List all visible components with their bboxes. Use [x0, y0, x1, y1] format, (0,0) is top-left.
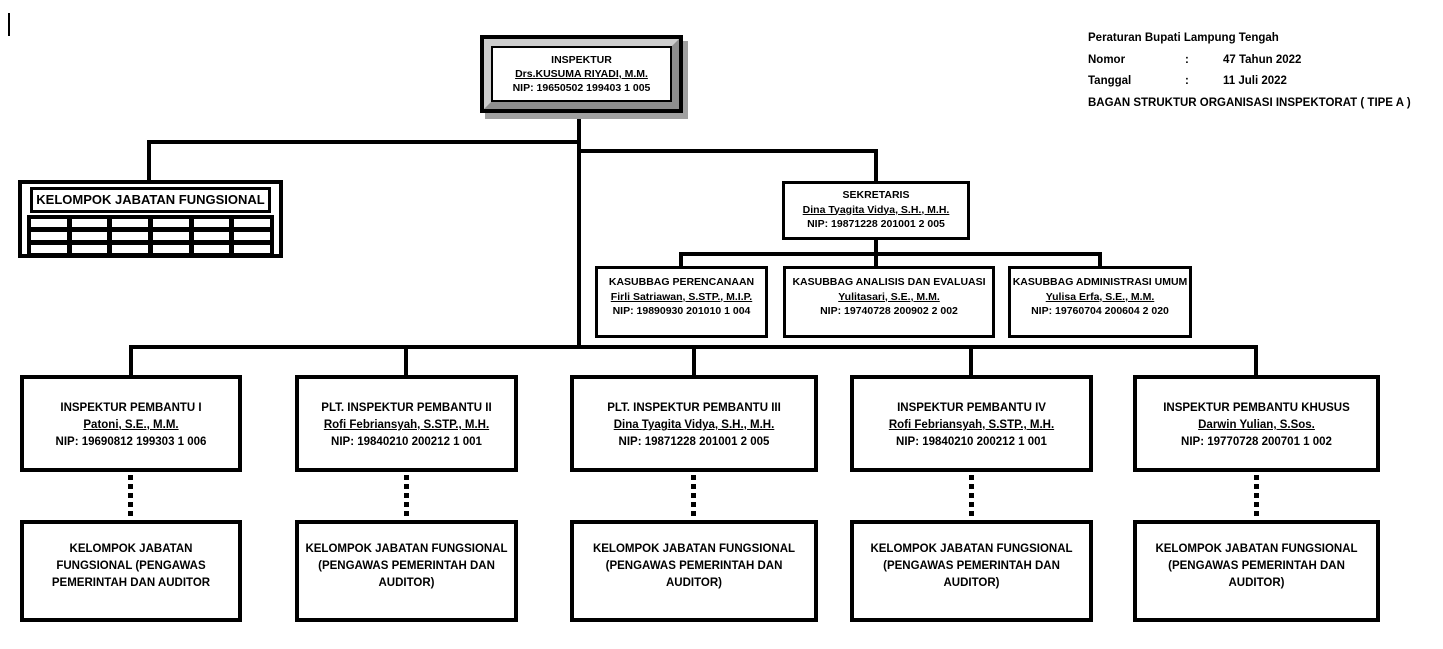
pembantu-title: PLT. INSPEKTUR PEMBANTU II: [321, 402, 492, 414]
connector-kasubbag-bar: [679, 252, 1102, 256]
note-chart-title: BAGAN STRUKTUR ORGANISASI INSPEKTORAT ( TIPE A ): [1088, 96, 1411, 109]
pembantu-title: INSPEKTUR PEMBANTU IV: [897, 402, 1046, 414]
pembantu-nip: NIP: 19871228 201001 2 005: [618, 436, 770, 448]
grid-cell: [234, 245, 270, 253]
connector-kasubbag3-drop: [1098, 252, 1102, 266]
pembantu-nip: NIP: 19770728 200701 1 002: [1181, 436, 1332, 448]
grid-cell: [72, 245, 108, 253]
node-inspektur-pembantu-4: [850, 375, 1093, 472]
kelompok-line: KELOMPOK JABATAN FUNGSIONAL: [592, 543, 796, 555]
kelompok-line: AUDITOR): [1228, 577, 1285, 589]
kelompok-line: KELOMPOK JABATAN FUNGSIONAL: [870, 543, 1073, 555]
pembantu-nip: NIP: 19840210 200212 1 001: [896, 436, 1047, 448]
connector-right-branch: [577, 149, 878, 153]
kasubbag-name: Yulitasari, S.E., M.M.: [838, 290, 940, 303]
node-kelompok-bawah-2: [295, 520, 518, 622]
dashed-connector-3: [691, 475, 696, 519]
connector-pembantu4-drop: [969, 345, 973, 375]
note-tanggal-label: Tanggal: [1088, 75, 1132, 87]
kelompok-line: (PENGAWAS PEMERINTAH DAN: [318, 560, 495, 572]
kasubbag-title: KASUBBAG PERENCANAAN: [608, 276, 755, 288]
node-kasubbag-analisis-evaluasi: [783, 266, 995, 338]
connector-pembantu2-drop: [404, 345, 408, 375]
connector-kasubbag1-drop: [679, 252, 683, 266]
inspektur-title: INSPEKTUR: [551, 54, 612, 66]
dashed-connector-5: [1254, 475, 1259, 519]
sekretaris-nip: NIP: 19871228 201001 2 005: [807, 218, 945, 230]
kelompok-line: PEMERINTAH DAN AUDITOR: [51, 577, 211, 589]
pembantu-name: Darwin Yulian, S.Sos.: [1198, 419, 1315, 431]
kasubbag-nip: NIP: 19740728 200902 2 002: [820, 305, 958, 317]
text-cursor-artifact: [8, 13, 10, 36]
note-tanggal-colon: :: [1185, 75, 1189, 87]
connector-kelompok-drop: [147, 140, 151, 180]
connector-sekretaris-drop: [874, 149, 878, 181]
functional-grid: [27, 215, 274, 257]
grid-cell: [153, 219, 189, 227]
grid-cell: [234, 232, 270, 240]
pembantu-title: INSPEKTUR PEMBANTU KHUSUS: [1163, 402, 1350, 414]
grid-cell: [31, 232, 67, 240]
grid-cell: [194, 232, 230, 240]
connector-inspektur-trunk: [577, 112, 581, 349]
grid-cell: [112, 245, 148, 253]
node-kelompok-bawah-3: [570, 520, 818, 622]
pembantu-name: Dina Tyagita Vidya, S.H., M.H.: [613, 419, 775, 431]
node-kelompok-bawah-5: [1133, 520, 1380, 622]
kasubbag-nip: NIP: 19890930 201010 1 004: [612, 305, 751, 317]
grid-cell: [153, 245, 189, 253]
kelompok-line: AUDITOR): [378, 577, 435, 589]
note-nomor-row: [1088, 50, 1440, 72]
kelompok-line: KELOMPOK JABATAN FUNGSIONAL: [1155, 543, 1358, 555]
pembantu-name: Patoni, S.E., M.M.: [83, 419, 179, 431]
regulation-note: [1088, 28, 1440, 114]
inspektur-nip: NIP: 19650502 199403 1 005: [512, 82, 651, 94]
connector-pembantu1-drop: [129, 345, 133, 375]
sekretaris-name: Dina Tyagita Vidya, S.H., M.H.: [802, 203, 950, 216]
grid-cell: [112, 219, 148, 227]
grid-cell: [234, 219, 270, 227]
grid-cell: [153, 232, 189, 240]
node-kelompok-bawah-1: [20, 520, 242, 622]
kelompok-line: (PENGAWAS PEMERINTAH DAN: [605, 560, 783, 572]
node-inspektur-pembantu-2: [295, 375, 518, 472]
kasubbag-name: Firli Satriawan, S.STP., M.I.P.: [610, 290, 753, 303]
kasubbag-title: KASUBBAG ANALISIS DAN EVALUASI: [792, 276, 986, 288]
note-nomor-colon: :: [1185, 53, 1189, 66]
node-kasubbag-administrasi-umum: [1008, 266, 1192, 338]
note-tanggal-row: [1088, 71, 1440, 93]
inspektur-bevel-frame: [484, 39, 679, 109]
dashed-connector-1: [128, 475, 133, 519]
pembantu-name: Rofi Febriansyah, S.STP., M.H.: [888, 419, 1055, 431]
grid-cell: [194, 219, 230, 227]
inspektur-name: Drs.KUSUMA RIYADI, M.M.: [515, 68, 648, 80]
connector-left-branch: [147, 140, 581, 144]
kasubbag-nip: NIP: 19760704 200604 2 020: [1031, 305, 1169, 317]
kasubbag-title: KASUBBAG ADMINISTRASI UMUM: [1012, 276, 1188, 288]
grid-cell: [194, 245, 230, 253]
connector-pembantu5-drop: [1254, 345, 1258, 375]
grid-cell: [112, 232, 148, 240]
note-tanggal-value: 11 Juli 2022: [1223, 75, 1287, 87]
node-inspektur-pembantu-khusus: [1133, 375, 1380, 472]
node-kelompok-bawah-4: [850, 520, 1093, 622]
connector-pembantu3-drop: [692, 345, 696, 375]
node-inspektur-pembantu-3: [570, 375, 818, 472]
dashed-connector-2: [404, 475, 409, 519]
dashed-connector-4: [969, 475, 974, 519]
kelompok-line: (PENGAWAS PEMERINTAH DAN: [883, 560, 1060, 572]
pembantu-title: PLT. INSPEKTUR PEMBANTU III: [607, 402, 781, 414]
sekretaris-title: SEKRETARIS: [842, 189, 910, 201]
grid-cell: [72, 232, 108, 240]
kelompok-line: FUNGSIONAL (PENGAWAS: [56, 560, 206, 572]
kelompok-line: AUDITOR): [665, 577, 722, 589]
kelompok-line: AUDITOR): [943, 577, 1000, 589]
note-nomor-label: Nomor: [1088, 53, 1126, 66]
note-peraturan: Peraturan Bupati Lampung Tengah: [1088, 32, 1279, 44]
pembantu-name: Rofi Febriansyah, S.STP., M.H.: [323, 419, 490, 431]
pembantu-title: INSPEKTUR PEMBANTU I: [60, 402, 202, 414]
grid-cell: [72, 219, 108, 227]
pembantu-nip: NIP: 19690812 199303 1 006: [55, 436, 207, 448]
grid-cell: [31, 219, 67, 227]
note-nomor-value: 47 Tahun 2022: [1223, 53, 1302, 66]
kasubbag-name: Yulisa Erfa, S.E., M.M.: [1045, 290, 1155, 303]
node-sekretaris: [782, 181, 970, 240]
kelompok-line: KELOMPOK JABATAN: [69, 543, 193, 555]
node-kelompok-jabatan-fungsional: [18, 180, 283, 258]
kelompok-line: KELOMPOK JABATAN FUNGSIONAL: [305, 543, 508, 555]
node-kasubbag-perencanaan: [595, 266, 768, 338]
grid-cell: [31, 245, 67, 253]
node-inspektur: [480, 35, 683, 113]
node-inspektur-pembantu-1: [20, 375, 242, 472]
pembantu-nip: NIP: 19840210 200212 1 001: [331, 436, 482, 448]
kelompok-fungsional-title: KELOMPOK JABATAN FUNGSIONAL: [30, 187, 271, 213]
kelompok-line: (PENGAWAS PEMERINTAH DAN: [1168, 560, 1345, 572]
